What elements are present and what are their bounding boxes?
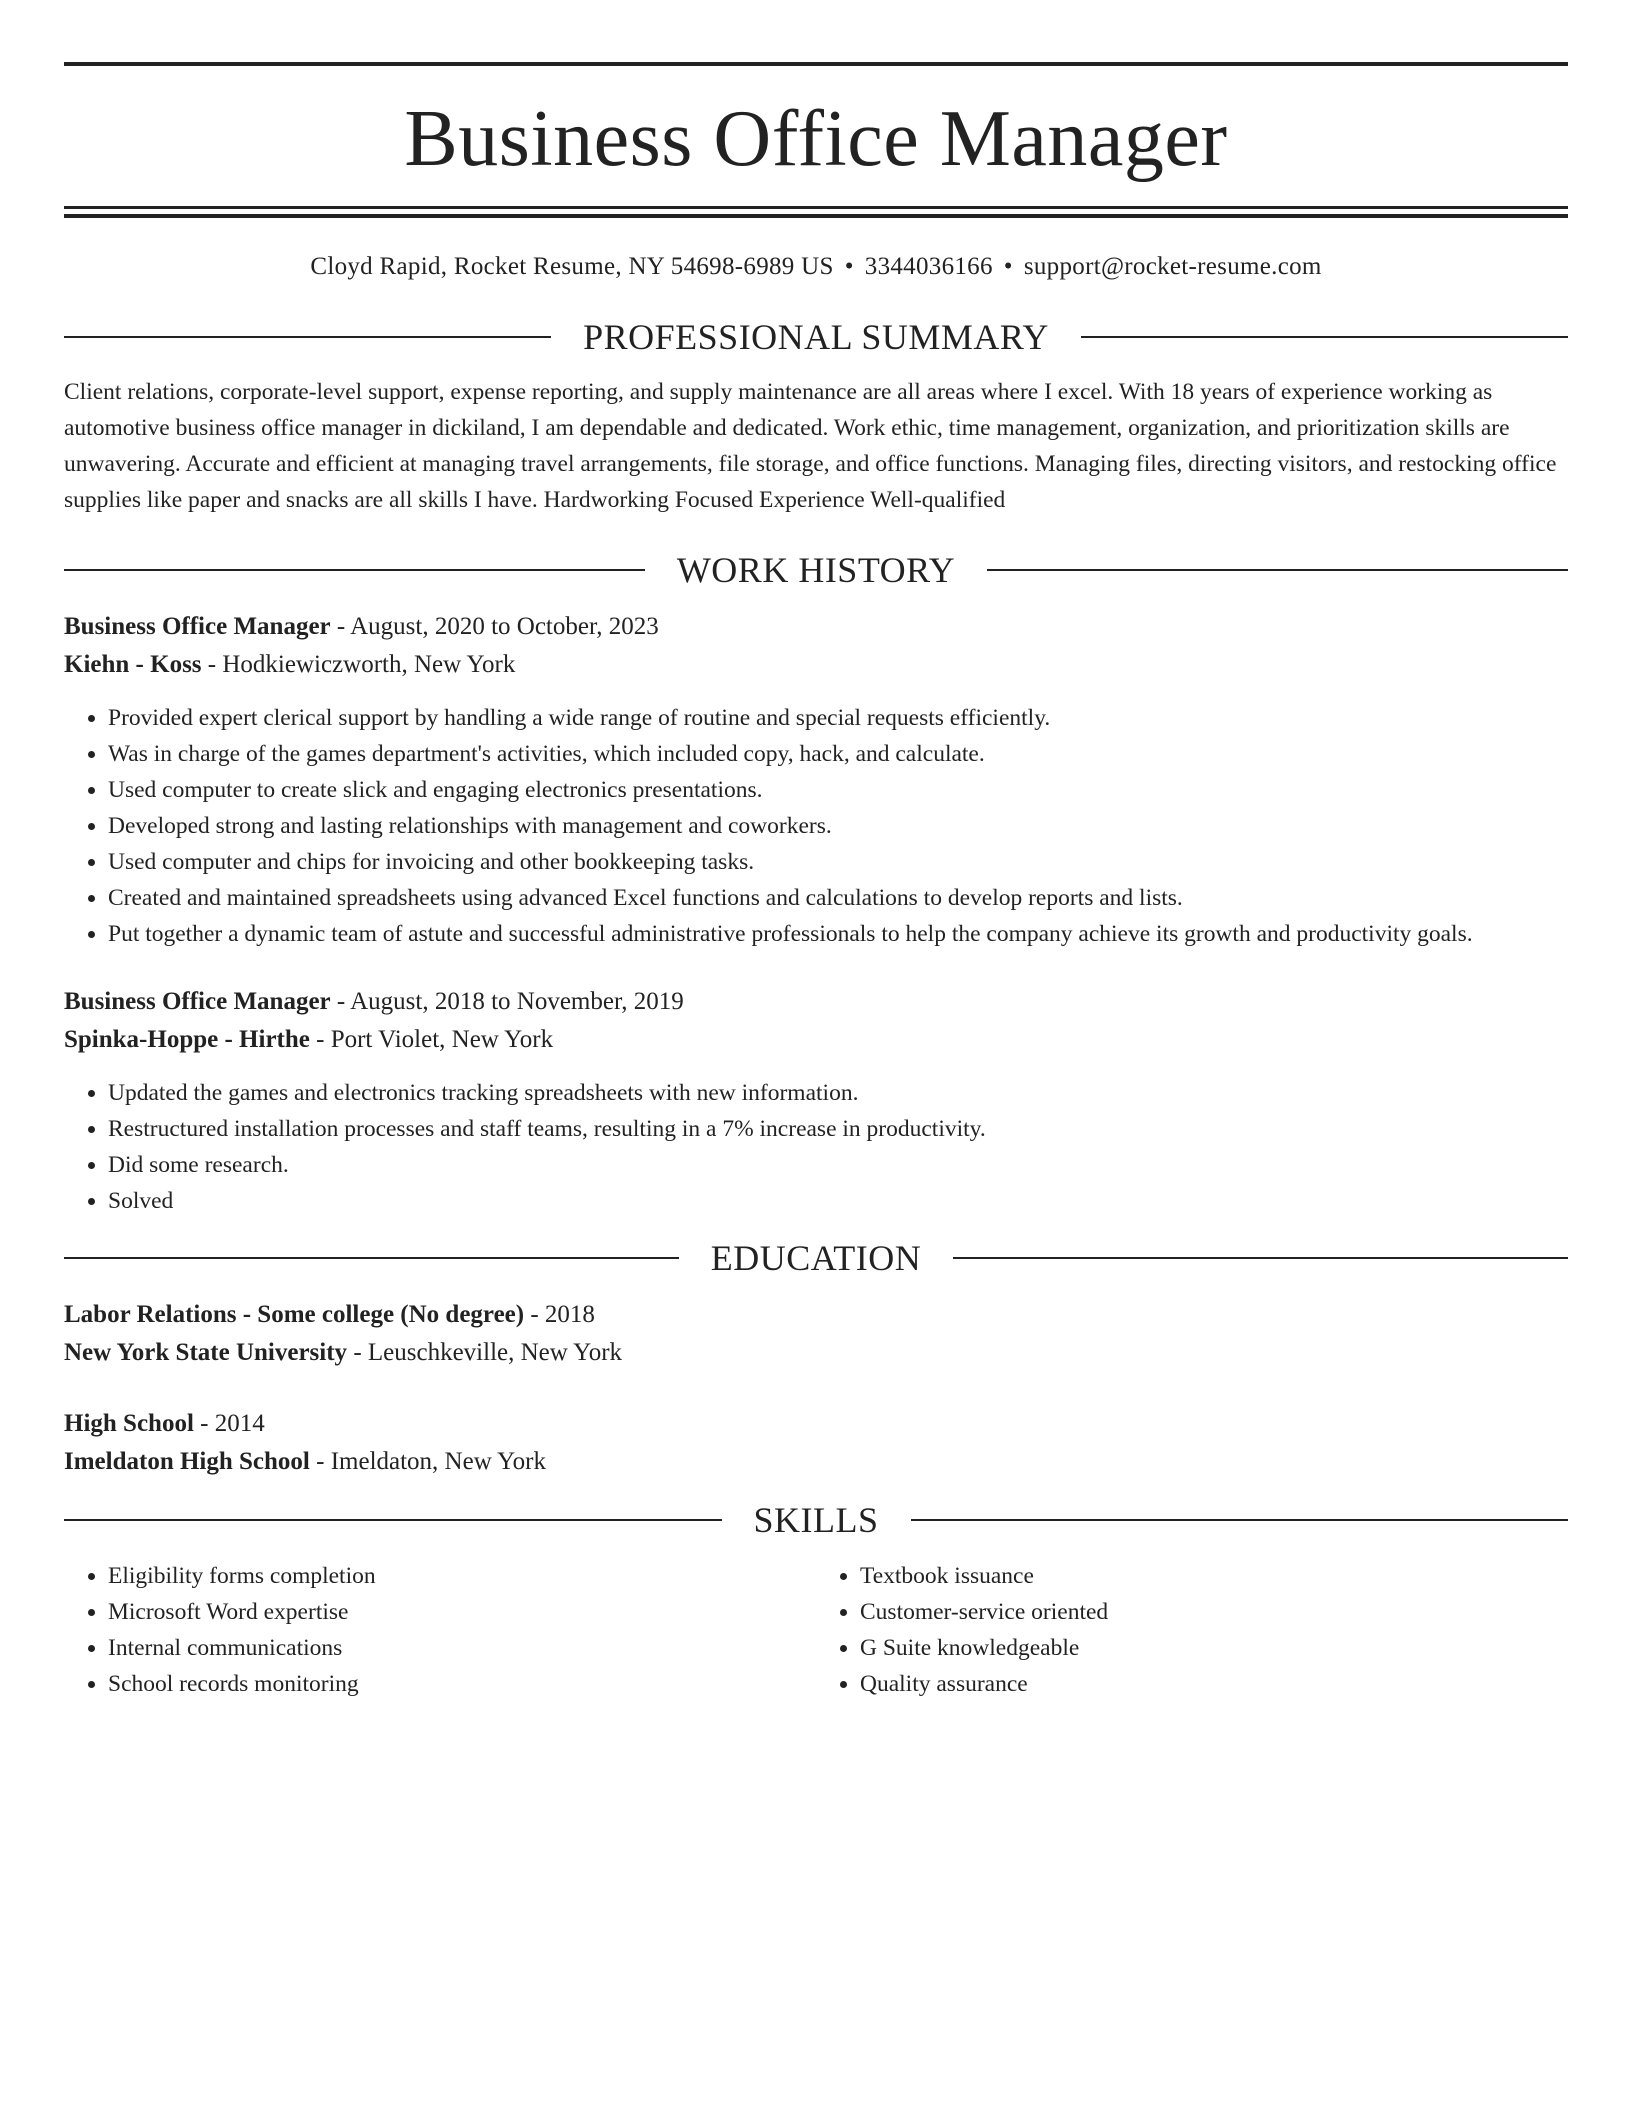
job-company: Kiehn - Koss (64, 651, 202, 678)
list-item: • Used computer to create slick and engaging electronics presentations. (108, 772, 1568, 808)
divider-line (64, 569, 645, 571)
contact-email: support@rocket-resume.com (1023, 253, 1322, 280)
education-entry (64, 1296, 1568, 1372)
education-school-line (64, 1443, 1568, 1481)
skill-item: • Customer-service oriented (860, 1594, 1568, 1630)
job-bullets (64, 700, 1568, 952)
job-location: - Port Violet, New York (309, 1026, 554, 1053)
job-company-line (64, 1021, 1568, 1059)
job-title-line (64, 608, 1568, 646)
work-heading: WORK HISTORY (676, 550, 956, 590)
contact-separator: • (1003, 253, 1013, 280)
skill-item: • Quality assurance (860, 1666, 1568, 1702)
job-entry (64, 983, 1568, 1219)
education-year: - 2014 (193, 1410, 265, 1437)
list-item: • Used computer and chips for invoicing and other bookkeeping tasks. (108, 844, 1568, 880)
education-degree-line (64, 1405, 1568, 1443)
job-dates: - August, 2018 to November, 2019 (330, 988, 684, 1015)
divider-line (64, 336, 551, 338)
summary-heading: PROFESSIONAL SUMMARY (583, 317, 1049, 357)
contact-line (64, 252, 1568, 282)
list-item: • Was in charge of the games department's activities, which included copy, hack, and calculate. (108, 736, 1568, 772)
divider-line (953, 1257, 1568, 1259)
education-degree-line (64, 1296, 1568, 1334)
education-section-header (64, 1240, 1568, 1276)
job-company: Spinka-Hoppe - Hirthe (64, 1026, 310, 1053)
top-rule (64, 62, 1568, 66)
list-item: • Put together a dynamic team of astute and successful administrative professionals to help the company achieve its growth and productivity goals. (108, 916, 1568, 952)
list-item: • Did some research. (108, 1147, 1568, 1183)
job-title-line (64, 983, 1568, 1021)
resume-title: Business Office Manager (404, 95, 1228, 183)
list-item: • Developed strong and lasting relationships with management and coworkers. (108, 808, 1568, 844)
skill-item: • Textbook issuance (860, 1558, 1568, 1594)
summary-section-header (64, 319, 1568, 355)
contact-address: Cloyd Rapid, Rocket Resume, NY 54698-6989 US (310, 253, 834, 280)
list-item: • Restructured installation processes and staff teams, resulting in a 7% increase in productivity. (108, 1111, 1568, 1147)
list-item: • Solved (108, 1183, 1568, 1219)
divider-line (987, 569, 1568, 571)
summary-text: Client relations, corporate-level support, expense reporting, and supply maintenance are all areas where I excel. With 18 years of experience working as automotive business office manager in dickiland, I am dependable and dedicated. Work ethic, time management, organization, and prioritization skills are unwavering. Accurate and efficient at managing travel arrangements, file storage, and office functions. Managing files, directing visitors, and restocking office supplies like paper and snacks are all skills I have. Hardworking Focused Experience Well-qualified (64, 379, 1557, 513)
education-entry (64, 1405, 1568, 1481)
list-item: • Updated the games and electronics tracking spreadsheets with new information. (108, 1075, 1568, 1111)
divider-line (64, 1519, 722, 1521)
divider-line (64, 1257, 679, 1259)
job-bullets (64, 1075, 1568, 1219)
skill-item: • G Suite knowledgeable (860, 1630, 1568, 1666)
education-school: New York State University (64, 1339, 348, 1366)
skills-list-right (816, 1558, 1568, 1702)
skills-columns (64, 1558, 1568, 1702)
skill-item: • Eligibility forms completion (108, 1558, 816, 1594)
education-location: - Leuschkeville, New York (347, 1339, 623, 1366)
work-section-header (64, 552, 1568, 588)
education-location: - Imeldaton, New York (309, 1448, 546, 1475)
title-double-rule (64, 206, 1568, 218)
job-entry (64, 608, 1568, 952)
skills-list-left (64, 1558, 816, 1702)
education-school: Imeldaton High School (64, 1448, 310, 1475)
list-item: • Provided expert clerical support by handling a wide range of routine and special requests efficiently. (108, 700, 1568, 736)
education-year: - 2018 (524, 1301, 595, 1328)
education-school-line (64, 1334, 1568, 1372)
job-title: Business Office Manager (64, 613, 331, 640)
job-dates: - August, 2020 to October, 2023 (330, 613, 659, 640)
education-degree: Labor Relations - Some college (No degree) (64, 1301, 525, 1328)
education-degree: High School (64, 1410, 194, 1437)
skill-item: • Internal communications (108, 1630, 816, 1666)
skills-section-header (64, 1502, 1568, 1538)
contact-phone: 3344036166 (864, 253, 993, 280)
skill-item: • School records monitoring (108, 1666, 816, 1702)
education-heading: EDUCATION (710, 1238, 922, 1278)
job-company-line (64, 646, 1568, 684)
divider-line (1081, 336, 1568, 338)
list-item: • Created and maintained spreadsheets using advanced Excel functions and calculations to develop reports and lists. (108, 880, 1568, 916)
skill-item: • Microsoft Word expertise (108, 1594, 816, 1630)
divider-line (911, 1519, 1569, 1521)
skills-heading: SKILLS (753, 1500, 879, 1540)
job-location: - Hodkiewiczworth, New York (201, 651, 516, 678)
contact-separator: • (844, 253, 854, 280)
job-title: Business Office Manager (64, 988, 331, 1015)
